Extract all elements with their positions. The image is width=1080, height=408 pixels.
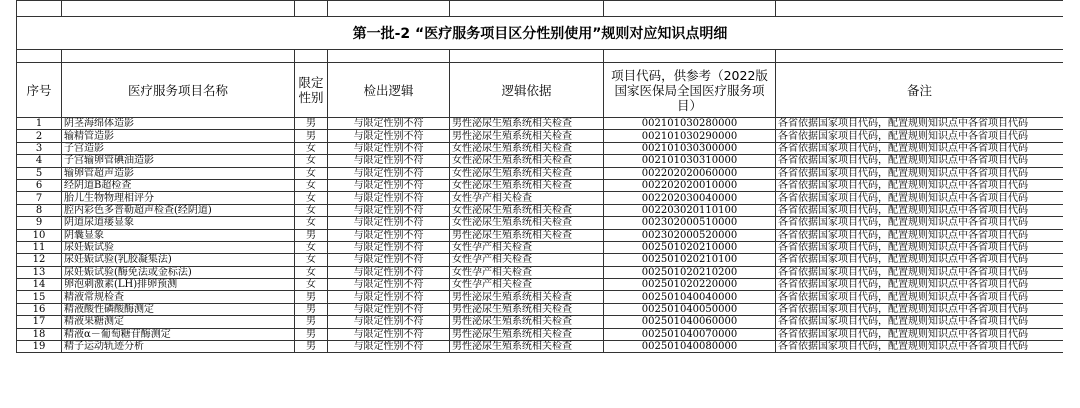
table-row — [17, 279, 1064, 291]
spreadsheet — [16, 0, 1063, 408]
cell-gender[interactable]: 女 — [295, 254, 328, 266]
cell-note[interactable]: 各省依据国家项目代码，配置规则知识点中各省项目代码 — [776, 229, 1064, 241]
cell-gender[interactable]: 女 — [295, 241, 328, 253]
cell[interactable] — [776, 1, 1064, 17]
cell-logic[interactable]: 与限定性别不符 — [328, 241, 450, 253]
cell-code[interactable]: 002501040050000 — [604, 303, 776, 315]
cell-note[interactable]: 各省依据国家项目代码，配置规则知识点中各省项目代码 — [776, 204, 1064, 216]
cell-seq[interactable]: 12 — [17, 254, 62, 266]
cell-code[interactable]: 002501020220000 — [604, 279, 776, 291]
cell-logic[interactable]: 与限定性别不符 — [328, 118, 450, 130]
cell-note[interactable]: 各省依据国家项目代码，配置规则知识点中各省项目代码 — [776, 316, 1064, 328]
cell[interactable] — [450, 1, 604, 17]
cell-gender[interactable]: 男 — [295, 316, 328, 328]
cell[interactable] — [295, 50, 328, 63]
cell-code[interactable]: 002101030310000 — [604, 155, 776, 167]
cell-logic[interactable]: 与限定性别不符 — [328, 341, 450, 353]
cell-logic[interactable]: 与限定性别不符 — [328, 204, 450, 216]
cell-seq[interactable]: 9 — [17, 217, 62, 229]
cell-gender[interactable]: 女 — [295, 167, 328, 179]
cell-gender[interactable]: 男 — [295, 303, 328, 315]
table-row — [17, 179, 1064, 191]
cell-gender[interactable]: 男 — [295, 328, 328, 340]
cell-note[interactable]: 各省依据国家项目代码，配置规则知识点中各省项目代码 — [776, 341, 1064, 353]
cell-basis[interactable]: 男性泌尿生殖系统相关检查 — [450, 328, 604, 340]
cell-gender[interactable]: 女 — [295, 142, 328, 154]
cell-logic[interactable]: 与限定性别不符 — [328, 328, 450, 340]
cell-gender[interactable]: 女 — [295, 179, 328, 191]
cell-name[interactable]: 精液果糖测定 — [62, 316, 295, 328]
table-row — [17, 167, 1064, 179]
cell-name[interactable]: 子宫造影 — [62, 142, 295, 154]
cell-name[interactable]: 精子运动轨迹分析 — [62, 341, 295, 353]
header-basis[interactable]: 逻辑依据 — [450, 63, 604, 118]
cell-gender[interactable]: 男 — [295, 118, 328, 130]
cell-note[interactable]: 各省依据国家项目代码，配置规则知识点中各省项目代码 — [776, 155, 1064, 167]
cell-seq[interactable]: 3 — [17, 142, 62, 154]
cell-logic[interactable]: 与限定性别不符 — [328, 291, 450, 303]
cell[interactable] — [62, 1, 295, 17]
cell-seq[interactable]: 15 — [17, 291, 62, 303]
cell-code[interactable]: 002101030280000 — [604, 118, 776, 130]
cell-code[interactable]: 002101030290000 — [604, 130, 776, 142]
cell-logic[interactable]: 与限定性别不符 — [328, 179, 450, 191]
cell-note[interactable]: 各省依据国家项目代码，配置规则知识点中各省项目代码 — [776, 266, 1064, 278]
cell-seq[interactable]: 13 — [17, 266, 62, 278]
cell-note[interactable]: 各省依据国家项目代码，配置规则知识点中各省项目代码 — [776, 118, 1064, 130]
cell-basis[interactable]: 男性泌尿生殖系统相关检查 — [450, 229, 604, 241]
cell-code[interactable]: 002501020210200 — [604, 266, 776, 278]
header-gender[interactable]: 限定性别 — [295, 63, 328, 118]
cell-seq[interactable]: 16 — [17, 303, 62, 315]
cell-code[interactable]: 002501040070000 — [604, 328, 776, 340]
cell-basis[interactable]: 女性孕产相关检查 — [450, 241, 604, 253]
title-row — [17, 17, 1064, 50]
cell-basis[interactable]: 女性泌尿生殖系统相关检查 — [450, 179, 604, 191]
cell-seq[interactable]: 7 — [17, 192, 62, 204]
cell-gender[interactable]: 女 — [295, 266, 328, 278]
cell[interactable] — [604, 50, 776, 63]
cell-basis[interactable]: 女性泌尿生殖系统相关检查 — [450, 167, 604, 179]
cell-note[interactable]: 各省依据国家项目代码，配置规则知识点中各省项目代码 — [776, 328, 1064, 340]
cell[interactable] — [328, 50, 450, 63]
cell-logic[interactable]: 与限定性别不符 — [328, 192, 450, 204]
cell-gender[interactable]: 女 — [295, 192, 328, 204]
table-row — [17, 241, 1064, 253]
cell-gender[interactable]: 女 — [295, 204, 328, 216]
cell-note[interactable]: 各省依据国家项目代码，配置规则知识点中各省项目代码 — [776, 167, 1064, 179]
table-row — [17, 217, 1064, 229]
cell[interactable] — [295, 1, 328, 17]
cell[interactable] — [17, 1, 62, 17]
cell-basis[interactable]: 男性泌尿生殖系统相关检查 — [450, 130, 604, 142]
table-row — [17, 229, 1064, 241]
cell-seq[interactable]: 8 — [17, 204, 62, 216]
cell-basis[interactable]: 女性泌尿生殖系统相关检查 — [450, 142, 604, 154]
cell-logic[interactable]: 与限定性别不符 — [328, 303, 450, 315]
blank-row — [17, 1, 1064, 17]
cell-logic[interactable]: 与限定性别不符 — [328, 167, 450, 179]
cell-logic[interactable]: 与限定性别不符 — [328, 130, 450, 142]
table-row — [17, 303, 1064, 315]
cell-name[interactable]: 尿妊娠试验(酶免法或金标法) — [62, 266, 295, 278]
cell-logic[interactable]: 与限定性别不符 — [328, 155, 450, 167]
cell-gender[interactable]: 女 — [295, 279, 328, 291]
cell-code[interactable]: 002101030300000 — [604, 142, 776, 154]
cell-basis[interactable]: 女性孕产相关检查 — [450, 192, 604, 204]
cell-code[interactable]: 002203020110100 — [604, 204, 776, 216]
cell-note[interactable]: 各省依据国家项目代码，配置规则知识点中各省项目代码 — [776, 303, 1064, 315]
cell-note[interactable]: 各省依据国家项目代码，配置规则知识点中各省项目代码 — [776, 142, 1064, 154]
cell-gender[interactable]: 女 — [295, 217, 328, 229]
cell-logic[interactable]: 与限定性别不符 — [328, 279, 450, 291]
table-row — [17, 291, 1064, 303]
cell-gender[interactable]: 男 — [295, 130, 328, 142]
table-row — [17, 118, 1064, 130]
cell-name[interactable]: 阴道尿道瘘显象 — [62, 217, 295, 229]
cell-code[interactable]: 002501040040000 — [604, 291, 776, 303]
header-note[interactable]: 备注 — [776, 63, 1064, 118]
cell-basis[interactable]: 女性孕产相关检查 — [450, 266, 604, 278]
table-row — [17, 130, 1064, 142]
cell-logic[interactable]: 与限定性别不符 — [328, 229, 450, 241]
table-row — [17, 204, 1064, 216]
cell-basis[interactable]: 男性泌尿生殖系统相关检查 — [450, 303, 604, 315]
header-row — [17, 63, 1064, 118]
cell-basis[interactable]: 女性泌尿生殖系统相关检查 — [450, 155, 604, 167]
cell-name[interactable]: 子宫输卵管碘油造影 — [62, 155, 295, 167]
cell-basis[interactable]: 女性孕产相关检查 — [450, 279, 604, 291]
cell-name[interactable]: 阴囊显象 — [62, 229, 295, 241]
table-row — [17, 316, 1064, 328]
cell-name[interactable]: 腔内彩色多普勒超声检查(经阴道) — [62, 204, 295, 216]
cell-note[interactable]: 各省依据国家项目代码，配置规则知识点中各省项目代码 — [776, 179, 1064, 191]
cell[interactable] — [328, 1, 450, 17]
cell-basis[interactable]: 女性泌尿生殖系统相关检查 — [450, 217, 604, 229]
cell[interactable] — [604, 1, 776, 17]
header-logic[interactable]: 检出逻辑 — [328, 63, 450, 118]
header-code[interactable]: 项目代码，供参考（2022版国家医保局全国医疗服务项目） — [604, 63, 776, 118]
table-row — [17, 328, 1064, 340]
table-row — [17, 341, 1064, 353]
table-row — [17, 254, 1064, 266]
cell-basis[interactable]: 男性泌尿生殖系统相关检查 — [450, 341, 604, 353]
knowledge-table — [16, 0, 1063, 353]
cell-code[interactable]: 002501040060000 — [604, 316, 776, 328]
cell-name[interactable]: 卵泡刺激素(LH)排卵预测 — [62, 279, 295, 291]
cell-code[interactable]: 002501020210100 — [604, 254, 776, 266]
cell-seq[interactable]: 2 — [17, 130, 62, 142]
cell-name[interactable]: 尿妊娠试验 — [62, 241, 295, 253]
cell-gender[interactable]: 男 — [295, 229, 328, 241]
cell-name[interactable]: 精液常规检查 — [62, 291, 295, 303]
header-seq[interactable]: 序号 — [17, 63, 62, 118]
cell-logic[interactable]: 与限定性别不符 — [328, 254, 450, 266]
header-name[interactable]: 医疗服务项目名称 — [62, 63, 295, 118]
table-row — [17, 266, 1064, 278]
table-row — [17, 155, 1064, 167]
cell-seq[interactable]: 10 — [17, 229, 62, 241]
cell-seq[interactable]: 17 — [17, 316, 62, 328]
cell-basis[interactable]: 男性泌尿生殖系统相关检查 — [450, 118, 604, 130]
cell-code[interactable]: 002501040080000 — [604, 341, 776, 353]
cell-code[interactable]: 002302000510000 — [604, 217, 776, 229]
cell-name[interactable]: 经阴道B超检查 — [62, 179, 295, 191]
cell-gender[interactable]: 男 — [295, 291, 328, 303]
cell-basis[interactable]: 男性泌尿生殖系统相关检查 — [450, 291, 604, 303]
cell-note[interactable]: 各省依据国家项目代码，配置规则知识点中各省项目代码 — [776, 291, 1064, 303]
blank-row — [17, 50, 1064, 63]
cell-seq[interactable]: 5 — [17, 167, 62, 179]
cell-name[interactable]: 胎儿生物物理相评分 — [62, 192, 295, 204]
cell-seq[interactable]: 14 — [17, 279, 62, 291]
cell-basis[interactable]: 女性孕产相关检查 — [450, 254, 604, 266]
cell-logic[interactable]: 与限定性别不符 — [328, 316, 450, 328]
cell-code[interactable]: 002202020010000 — [604, 179, 776, 191]
cell-note[interactable]: 各省依据国家项目代码，配置规则知识点中各省项目代码 — [776, 241, 1064, 253]
cell-seq[interactable]: 11 — [17, 241, 62, 253]
cell-logic[interactable]: 与限定性别不符 — [328, 217, 450, 229]
cell-name[interactable]: 输卵管超声造影 — [62, 167, 295, 179]
cell-note[interactable]: 各省依据国家项目代码，配置规则知识点中各省项目代码 — [776, 130, 1064, 142]
cell-seq[interactable]: 1 — [17, 118, 62, 130]
cell[interactable] — [450, 50, 604, 63]
cell-code[interactable]: 002202030040000 — [604, 192, 776, 204]
table-row — [17, 142, 1064, 154]
cell-logic[interactable]: 与限定性别不符 — [328, 266, 450, 278]
cell-note[interactable]: 各省依据国家项目代码，配置规则知识点中各省项目代码 — [776, 192, 1064, 204]
cell-gender[interactable]: 男 — [295, 341, 328, 353]
cell-name[interactable]: 尿妊娠试验(乳胶凝集法) — [62, 254, 295, 266]
cell-basis[interactable]: 女性泌尿生殖系统相关检查 — [450, 204, 604, 216]
cell-name[interactable]: 精液酸性磷酸酶测定 — [62, 303, 295, 315]
cell[interactable] — [62, 50, 295, 63]
cell-name[interactable]: 输精管造影 — [62, 130, 295, 142]
cell-seq[interactable]: 6 — [17, 179, 62, 191]
cell-basis[interactable]: 男性泌尿生殖系统相关检查 — [450, 316, 604, 328]
cell-code[interactable]: 002202020060000 — [604, 167, 776, 179]
cell-logic[interactable]: 与限定性别不符 — [328, 142, 450, 154]
cell-seq[interactable]: 18 — [17, 328, 62, 340]
cell-seq[interactable]: 4 — [17, 155, 62, 167]
cell-name[interactable]: 精液α－葡萄糖苷酶测定 — [62, 328, 295, 340]
cell[interactable] — [17, 50, 62, 63]
cell-seq[interactable]: 19 — [17, 341, 62, 353]
cell-gender[interactable]: 女 — [295, 155, 328, 167]
cell-name[interactable]: 阴茎海绵体造影 — [62, 118, 295, 130]
cell-note[interactable]: 各省依据国家项目代码，配置规则知识点中各省项目代码 — [776, 279, 1064, 291]
cell-code[interactable]: 002501020210000 — [604, 241, 776, 253]
table-row — [17, 192, 1064, 204]
cell[interactable] — [776, 50, 1064, 63]
table-title[interactable]: 第一批-2 “医疗服务项目区分性别使用”规则对应知识点明细 — [17, 17, 1064, 50]
cell-note[interactable]: 各省依据国家项目代码，配置规则知识点中各省项目代码 — [776, 254, 1064, 266]
cell-note[interactable]: 各省依据国家项目代码，配置规则知识点中各省项目代码 — [776, 217, 1064, 229]
cell-code[interactable]: 002302000520000 — [604, 229, 776, 241]
